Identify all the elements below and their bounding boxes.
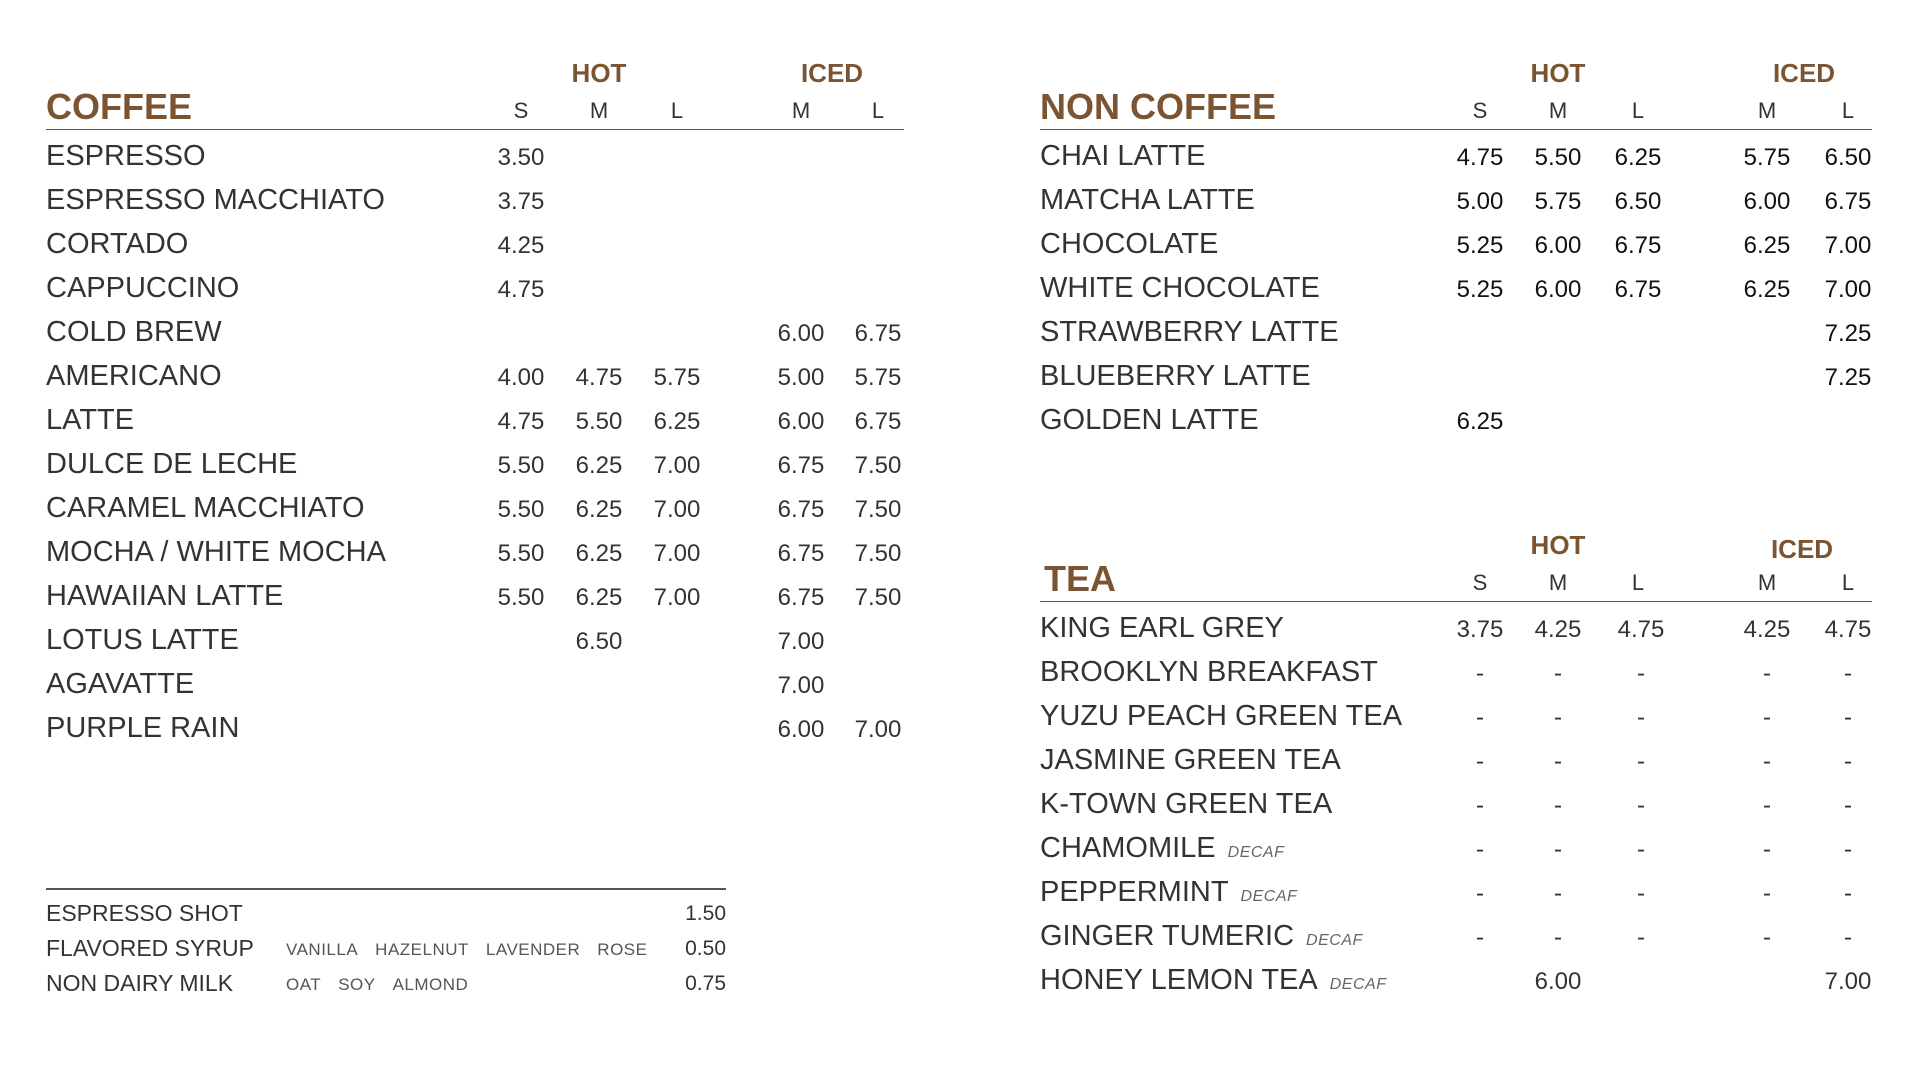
- menu-item-price: -: [1763, 660, 1771, 687]
- menu-item-price: -: [1844, 748, 1852, 775]
- menu-item-row: [46, 492, 906, 536]
- menu-item-name-text: WHITE CHOCOLATE: [1040, 272, 1320, 304]
- menu-item-price: 5.75: [1743, 144, 1791, 171]
- menu-item-price: -: [1637, 704, 1645, 731]
- tea-size-s: S: [1472, 570, 1488, 595]
- menu-item-price: 7.25: [1824, 364, 1872, 391]
- tea-header-rule: [1040, 601, 1872, 602]
- menu-item-price: 6.25: [1456, 408, 1504, 435]
- menu-item-price: 7.00: [1824, 276, 1872, 303]
- menu-item-price: -: [1476, 924, 1484, 951]
- menu-item-price: -: [1763, 880, 1771, 907]
- menu-item-name: [46, 404, 134, 437]
- menu-item-price: 6.25: [575, 584, 623, 611]
- tea-iced-size-l: L: [1841, 570, 1855, 595]
- menu-item-price: 6.75: [777, 584, 825, 611]
- menu-item-name-text: CAPPUCCINO: [46, 272, 240, 304]
- decaf-tag: DECAF: [1240, 888, 1298, 905]
- extras-section: [46, 888, 726, 1018]
- menu-item-price: 6.75: [777, 452, 825, 479]
- menu-item-price: 6.75: [1824, 188, 1872, 215]
- menu-item-price: 4.25: [1743, 616, 1791, 643]
- coffee-hot-label: HOT: [571, 58, 627, 88]
- menu-item-price: 5.75: [854, 364, 902, 391]
- menu-item-name: [1040, 656, 1378, 689]
- menu-item-name-text: STRAWBERRY LATTE: [1040, 316, 1339, 348]
- coffee-hot-size-m: M: [589, 98, 609, 123]
- menu-item-price: -: [1844, 792, 1852, 819]
- menu-item-name: [1040, 184, 1255, 217]
- menu-item-price: 7.00: [653, 452, 701, 479]
- menu-item-price: -: [1637, 660, 1645, 687]
- menu-item-price: -: [1763, 792, 1771, 819]
- menu-item-name: [46, 712, 239, 745]
- menu-item-price: 4.75: [1456, 144, 1504, 171]
- menu-item-price: 7.50: [854, 540, 902, 567]
- menu-item-price: -: [1476, 660, 1484, 687]
- extra-option: HAZELNUT: [375, 940, 469, 959]
- coffee-iced-size-l: L: [871, 98, 885, 123]
- menu-item-row: [46, 272, 906, 316]
- extra-option: OAT: [286, 975, 322, 994]
- menu-item-price: -: [1554, 880, 1562, 907]
- menu-item-name: [46, 624, 239, 657]
- menu-item-name-text: CORTADO: [46, 228, 189, 260]
- menu-item-price: 6.25: [1614, 144, 1662, 171]
- extra-option: VANILLA: [286, 940, 359, 959]
- coffee-section: [46, 58, 906, 758]
- tea-iced-label: ICED: [1770, 534, 1834, 564]
- menu-item-price: -: [1844, 836, 1852, 863]
- menu-item-row: [1040, 832, 1880, 876]
- menu-item-name-text: AMERICANO: [46, 360, 222, 392]
- menu-item-price: 6.25: [653, 408, 701, 435]
- menu-item-name: [1040, 832, 1284, 865]
- menu-item-name-text: KING EARL GREY: [1040, 612, 1284, 644]
- menu-item-name-text: MOCHA / WHITE MOCHA: [46, 536, 386, 568]
- menu-item-price: 6.00: [1534, 276, 1582, 303]
- menu-item-row: [46, 712, 906, 756]
- menu-item-price: 7.00: [854, 716, 902, 743]
- menu-item-price: 6.25: [575, 540, 623, 567]
- menu-item-name-text: K-TOWN GREEN TEA: [1040, 788, 1333, 820]
- menu-item-name-text: COLD BREW: [46, 316, 222, 348]
- extra-options: [286, 975, 485, 995]
- menu-item-price: 6.50: [575, 628, 623, 655]
- menu-item-row: [46, 668, 906, 712]
- menu-item-price: 6.00: [777, 320, 825, 347]
- menu-item-price: 5.50: [497, 584, 545, 611]
- menu-item-price: 5.50: [497, 496, 545, 523]
- menu-item-price: 7.00: [1824, 968, 1872, 995]
- menu-item-price: 7.50: [854, 584, 902, 611]
- menu-item-price: 7.00: [777, 628, 825, 655]
- menu-item-name: [46, 536, 386, 569]
- menu-item-price: 5.25: [1456, 276, 1504, 303]
- tea-iced-size-m: M: [1757, 570, 1777, 595]
- menu-item-price: -: [1637, 880, 1645, 907]
- menu-item-name: [46, 360, 222, 393]
- menu-item-name: [1040, 744, 1341, 777]
- menu-item-row: [1040, 788, 1880, 832]
- menu-item-name: [46, 492, 365, 525]
- menu-item-name: [46, 580, 283, 613]
- menu-item-name-text: LATTE: [46, 404, 135, 436]
- menu-item-price: 7.00: [777, 672, 825, 699]
- non-coffee-hot-size-l: L: [1631, 98, 1645, 123]
- menu-item-name-text: CHOCOLATE: [1040, 228, 1219, 260]
- menu-item-name: [46, 228, 188, 261]
- coffee-iced-label: ICED: [800, 58, 864, 88]
- menu-item-price: 7.50: [854, 496, 902, 523]
- menu-item-row: [1040, 316, 1880, 360]
- menu-item-name: [1040, 920, 1363, 953]
- menu-item-name-text: PEPPERMINT: [1040, 876, 1229, 908]
- menu-item-price: 4.25: [1534, 616, 1582, 643]
- menu-item-price: 6.00: [1743, 188, 1791, 215]
- menu-item-price: -: [1554, 836, 1562, 863]
- menu-item-name-text: BLUEBERRY LATTE: [1040, 360, 1311, 392]
- menu-item-price: 5.50: [575, 408, 623, 435]
- menu-item-price: -: [1476, 704, 1484, 731]
- menu-item-name-text: GINGER TUMERIC: [1040, 920, 1295, 952]
- menu-item-name-text: DULCE DE LECHE: [46, 448, 298, 480]
- menu-item-row: [1040, 272, 1880, 316]
- menu-item-name-text: ESPRESSO: [46, 140, 206, 172]
- menu-item-name-text: JASMINE GREEN TEA: [1040, 744, 1341, 776]
- menu-item-price: 7.00: [653, 540, 701, 567]
- extra-price: 0.75: [685, 972, 726, 995]
- menu-item-row: [46, 316, 906, 360]
- extra-option: ROSE: [597, 940, 648, 959]
- menu-item-name: [1040, 316, 1339, 349]
- menu-item-row: [46, 580, 906, 624]
- menu-item-name-text: HONEY LEMON TEA: [1040, 964, 1318, 996]
- extra-price: 0.50: [685, 937, 726, 960]
- menu-item-row: [46, 624, 906, 668]
- menu-item-price: 4.75: [1617, 616, 1665, 643]
- menu-item-name: [46, 272, 239, 305]
- menu-item-name: [46, 184, 385, 217]
- extra-name: ESPRESSO SHOT: [46, 900, 243, 926]
- menu-item-row: [1040, 184, 1880, 228]
- menu-item-price: 5.75: [1534, 188, 1582, 215]
- menu-item-name: [1040, 788, 1332, 821]
- menu-item-price: 6.25: [575, 496, 623, 523]
- tea-hot-size-l: L: [1631, 570, 1645, 595]
- menu-item-price: 7.00: [1824, 232, 1872, 259]
- decaf-tag: DECAF: [1329, 976, 1387, 993]
- menu-item-row: [46, 184, 906, 228]
- menu-item-row: [1040, 612, 1880, 656]
- menu-item-price: 3.75: [1456, 616, 1504, 643]
- menu-item-price: 3.50: [497, 144, 545, 171]
- menu-item-price: -: [1554, 748, 1562, 775]
- menu-item-name: [46, 140, 206, 173]
- coffee-title: COFFEE: [46, 86, 193, 127]
- menu-item-price: 6.25: [575, 452, 623, 479]
- extra-row: [46, 935, 726, 969]
- menu-item-price: 6.00: [777, 716, 825, 743]
- menu-item-name: [46, 668, 194, 701]
- menu-item-price: -: [1554, 704, 1562, 731]
- menu-item-row: [1040, 744, 1880, 788]
- menu-item-row: [1040, 700, 1880, 744]
- menu-item-price: -: [1554, 924, 1562, 951]
- menu-item-name-text: ESPRESSO MACCHIATO: [46, 184, 385, 216]
- menu-item-name-text: GOLDEN LATTE: [1040, 404, 1259, 436]
- menu-item-price: 6.75: [854, 320, 902, 347]
- extra-price: 1.50: [685, 902, 726, 925]
- menu-item-row: [1040, 964, 1880, 1008]
- menu-item-price: -: [1844, 924, 1852, 951]
- menu-item-name: [1040, 228, 1218, 261]
- extra-name: FLAVORED SYRUP: [46, 935, 254, 961]
- menu-item-price: -: [1637, 924, 1645, 951]
- non-coffee-hot-label: HOT: [1530, 58, 1586, 88]
- coffee-iced-size-m: M: [791, 98, 811, 123]
- menu-item-price: -: [1554, 660, 1562, 687]
- menu-item-name: [46, 448, 297, 481]
- menu-item-price: 7.00: [653, 584, 701, 611]
- coffee-hot-size-l: L: [670, 98, 684, 123]
- menu-item-price: 5.50: [497, 540, 545, 567]
- menu-item-row: [46, 228, 906, 272]
- menu-item-price: 7.00: [653, 496, 701, 523]
- menu-item-price: 6.00: [777, 408, 825, 435]
- menu-item-price: 4.25: [497, 232, 545, 259]
- menu-item-price: 5.00: [777, 364, 825, 391]
- non-coffee-iced-label: ICED: [1772, 58, 1836, 88]
- extra-name: NON DAIRY MILK: [46, 970, 234, 996]
- menu-item-price: -: [1554, 792, 1562, 819]
- menu-item-price: 5.00: [1456, 188, 1504, 215]
- menu-item-price: -: [1763, 748, 1771, 775]
- menu-item-price: 7.25: [1824, 320, 1872, 347]
- menu-item-price: -: [1476, 880, 1484, 907]
- menu-item-price: -: [1476, 836, 1484, 863]
- menu-item-price: -: [1763, 836, 1771, 863]
- tea-hot-label: HOT: [1530, 530, 1586, 560]
- menu-item-row: [1040, 360, 1880, 404]
- menu-item-name-text: LOTUS LATTE: [46, 624, 239, 656]
- extra-option: LAVENDER: [485, 940, 581, 959]
- non-coffee-section: [1040, 58, 1880, 458]
- extra-option: ALMOND: [392, 975, 469, 994]
- menu-item-price: 5.25: [1456, 232, 1504, 259]
- extra-row: [46, 970, 726, 1004]
- menu-item-price: 6.75: [1614, 276, 1662, 303]
- menu-item-row: [46, 140, 906, 184]
- menu-item-name-text: CARAMEL MACCHIATO: [46, 492, 365, 524]
- menu-item-price: -: [1844, 704, 1852, 731]
- menu-item-price: -: [1763, 704, 1771, 731]
- non-coffee-hot-size-m: M: [1548, 98, 1568, 123]
- menu-item-name-text: PURPLE RAIN: [46, 712, 240, 744]
- menu-item-row: [1040, 228, 1880, 272]
- menu-item-price: 4.00: [497, 364, 545, 391]
- menu-item-price: -: [1476, 748, 1484, 775]
- menu-item-row: [46, 360, 906, 404]
- menu-item-price: 6.50: [1614, 188, 1662, 215]
- non-coffee-title: NON COFFEE: [1040, 86, 1277, 127]
- menu-item-price: -: [1844, 880, 1852, 907]
- menu-item-row: [1040, 920, 1880, 964]
- menu-item-price: 5.50: [1534, 144, 1582, 171]
- menu-item-price: -: [1637, 748, 1645, 775]
- menu-item-price: 6.75: [777, 540, 825, 567]
- menu-item-price: -: [1844, 660, 1852, 687]
- menu-item-name-text: HAWAIIAN LATTE: [46, 580, 284, 612]
- menu-item-price: 6.25: [1743, 276, 1791, 303]
- menu-item-name: [1040, 876, 1297, 909]
- coffee-header-rule: [46, 129, 904, 130]
- menu-item-price: 6.00: [1534, 232, 1582, 259]
- menu-item-price: -: [1637, 792, 1645, 819]
- menu-item-price: 6.00: [1534, 968, 1582, 995]
- menu-item-name: [1040, 360, 1311, 393]
- menu-item-name-text: YUZU PEACH GREEN TEA: [1040, 700, 1403, 732]
- menu-item-price: 6.75: [777, 496, 825, 523]
- menu-item-price: 3.75: [497, 188, 545, 215]
- menu-item-row: [1040, 876, 1880, 920]
- extra-option: SOY: [338, 975, 376, 994]
- tea-title: TEA: [1044, 558, 1116, 599]
- menu-item-row: [1040, 404, 1880, 448]
- menu-item-row: [1040, 656, 1880, 700]
- menu-item-price: -: [1637, 836, 1645, 863]
- tea-hot-size-m: M: [1548, 570, 1568, 595]
- menu-item-name: [1040, 700, 1402, 733]
- extra-row: [46, 900, 726, 934]
- menu-item-row: [46, 536, 906, 580]
- menu-item-row: [46, 404, 906, 448]
- menu-item-price: 7.50: [854, 452, 902, 479]
- non-coffee-size-s: S: [1472, 98, 1488, 123]
- decaf-tag: DECAF: [1306, 932, 1363, 949]
- menu-item-price: 4.75: [1824, 616, 1872, 643]
- non-coffee-header-rule: [1040, 129, 1872, 130]
- menu-item-price: 5.75: [653, 364, 701, 391]
- decaf-tag: DECAF: [1227, 844, 1285, 861]
- non-coffee-iced-size-l: L: [1841, 98, 1855, 123]
- coffee-size-s: S: [513, 98, 529, 123]
- menu-item-name: [46, 316, 222, 349]
- menu-item-price: 6.75: [1614, 232, 1662, 259]
- extras-rule: [46, 888, 726, 890]
- menu-item-price: 4.75: [497, 408, 545, 435]
- menu-item-name: [1040, 612, 1284, 645]
- menu-item-price: -: [1476, 792, 1484, 819]
- menu-item-price: 4.75: [497, 276, 545, 303]
- menu-item-name: [1040, 404, 1259, 437]
- menu-item-name: [1040, 140, 1205, 173]
- menu-item-row: [1040, 140, 1880, 184]
- menu-item-name-text: CHAI LATTE: [1040, 140, 1206, 172]
- menu-item-price: -: [1763, 924, 1771, 951]
- non-coffee-iced-size-m: M: [1757, 98, 1777, 123]
- extra-options: [286, 940, 664, 960]
- menu-item-price: 6.50: [1824, 144, 1872, 171]
- tea-section: [1040, 530, 1880, 1010]
- menu-item-name: [1040, 964, 1386, 997]
- menu-item-name: [1040, 272, 1320, 305]
- menu-item-name-text: MATCHA LATTE: [1040, 184, 1255, 216]
- menu-item-price: 5.50: [497, 452, 545, 479]
- menu-item-price: 4.75: [575, 364, 623, 391]
- menu-item-name-text: AGAVATTE: [46, 668, 195, 700]
- menu-item-row: [46, 448, 906, 492]
- menu-item-price: 6.75: [854, 408, 902, 435]
- menu-item-price: 6.25: [1743, 232, 1791, 259]
- menu-item-name-text: BROOKLYN BREAKFAST: [1040, 656, 1378, 688]
- menu-item-name-text: CHAMOMILE: [1040, 832, 1216, 864]
